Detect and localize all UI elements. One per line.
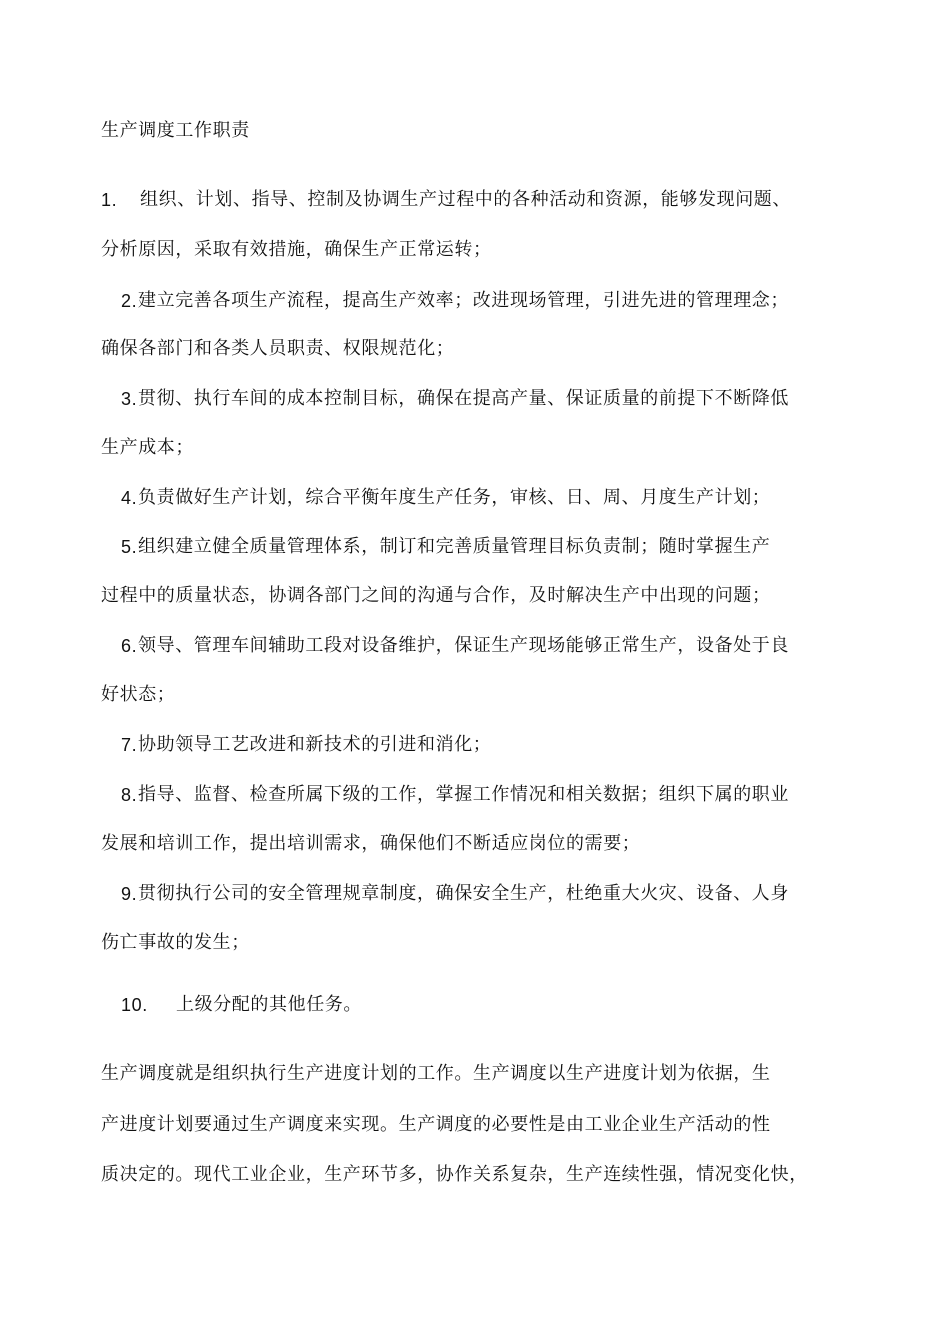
- item-text-line: 贯彻、执行车间的成本控制目标，确保在提高产量、保证质量的前提下不断降低: [138, 388, 789, 409]
- item-text-line: 指导、监督、检查所属下级的工作，掌握工作情况和相关数据；组织下属的职业: [138, 784, 789, 805]
- item-number: 8.: [121, 785, 138, 805]
- item-text-line: 确保各部门和各类人员职责、权限规范化；: [101, 338, 455, 359]
- item-number: 5.: [121, 537, 138, 557]
- item-text-line: 伤亡事故的发生；: [101, 932, 250, 953]
- item-text-line: 分析原因，采取有效措施，确保生产正常运转；: [101, 239, 492, 260]
- item-number: 9.: [121, 884, 138, 904]
- item-text-line: 贯彻执行公司的安全管理规章制度，确保安全生产，杜绝重大火灾、设备、人身: [138, 883, 789, 904]
- item-number: 7.: [121, 735, 138, 755]
- item-text-line: 负责做好生产计划，综合平衡年度生产任务，审核、日、周、月度生产计划；: [138, 487, 771, 508]
- item-text-line: 协助领导工艺改进和新技术的引进和消化；: [138, 734, 492, 755]
- item-number: 1.: [101, 190, 118, 210]
- item-text-line: 上级分配的其他任务。: [176, 994, 362, 1015]
- item-number: 3.: [121, 389, 138, 409]
- item-text-line: 生产成本；: [101, 437, 194, 458]
- item-text-line: 建立完善各项生产流程，提高生产效率；改进现场管理，引进先进的管理理念；: [138, 290, 789, 311]
- item-text-line: 组织建立健全质量管理体系，制订和完善质量管理目标负责制；随时掌握生产: [138, 536, 771, 557]
- paragraph-line: 产进度计划要通过生产调度来实现。生产调度的必要性是由工业企业生产活动的性: [101, 1114, 771, 1135]
- item-text-line: 好状态；: [101, 684, 176, 705]
- item-text-line: 过程中的质量状态，协调各部门之间的沟通与合作，及时解决生产中出现的问题；: [101, 585, 771, 606]
- item-text-line: 组织、计划、指导、控制及协调生产过程中的各种活动和资源，能够发现问题、: [140, 189, 791, 210]
- item-number: 10.: [121, 995, 148, 1015]
- paragraph-line: 质决定的。现代工业企业，生产环节多，协作关系复杂，生产连续性强，情况变化快，: [101, 1164, 808, 1185]
- paragraph-line: 生产调度就是组织执行生产进度计划的工作。生产调度以生产进度计划为依据，生: [101, 1063, 771, 1084]
- item-text-line: 领导、管理车间辅助工段对设备维护，保证生产现场能够正常生产，设备处于良: [138, 635, 789, 656]
- item-text-line: 发展和培训工作，提出培训需求，确保他们不断适应岗位的需要；: [101, 833, 641, 854]
- item-number: 4.: [121, 488, 138, 508]
- item-number: 6.: [121, 636, 138, 656]
- document-title: 生产调度工作职责: [101, 120, 250, 141]
- item-number: 2.: [121, 291, 138, 311]
